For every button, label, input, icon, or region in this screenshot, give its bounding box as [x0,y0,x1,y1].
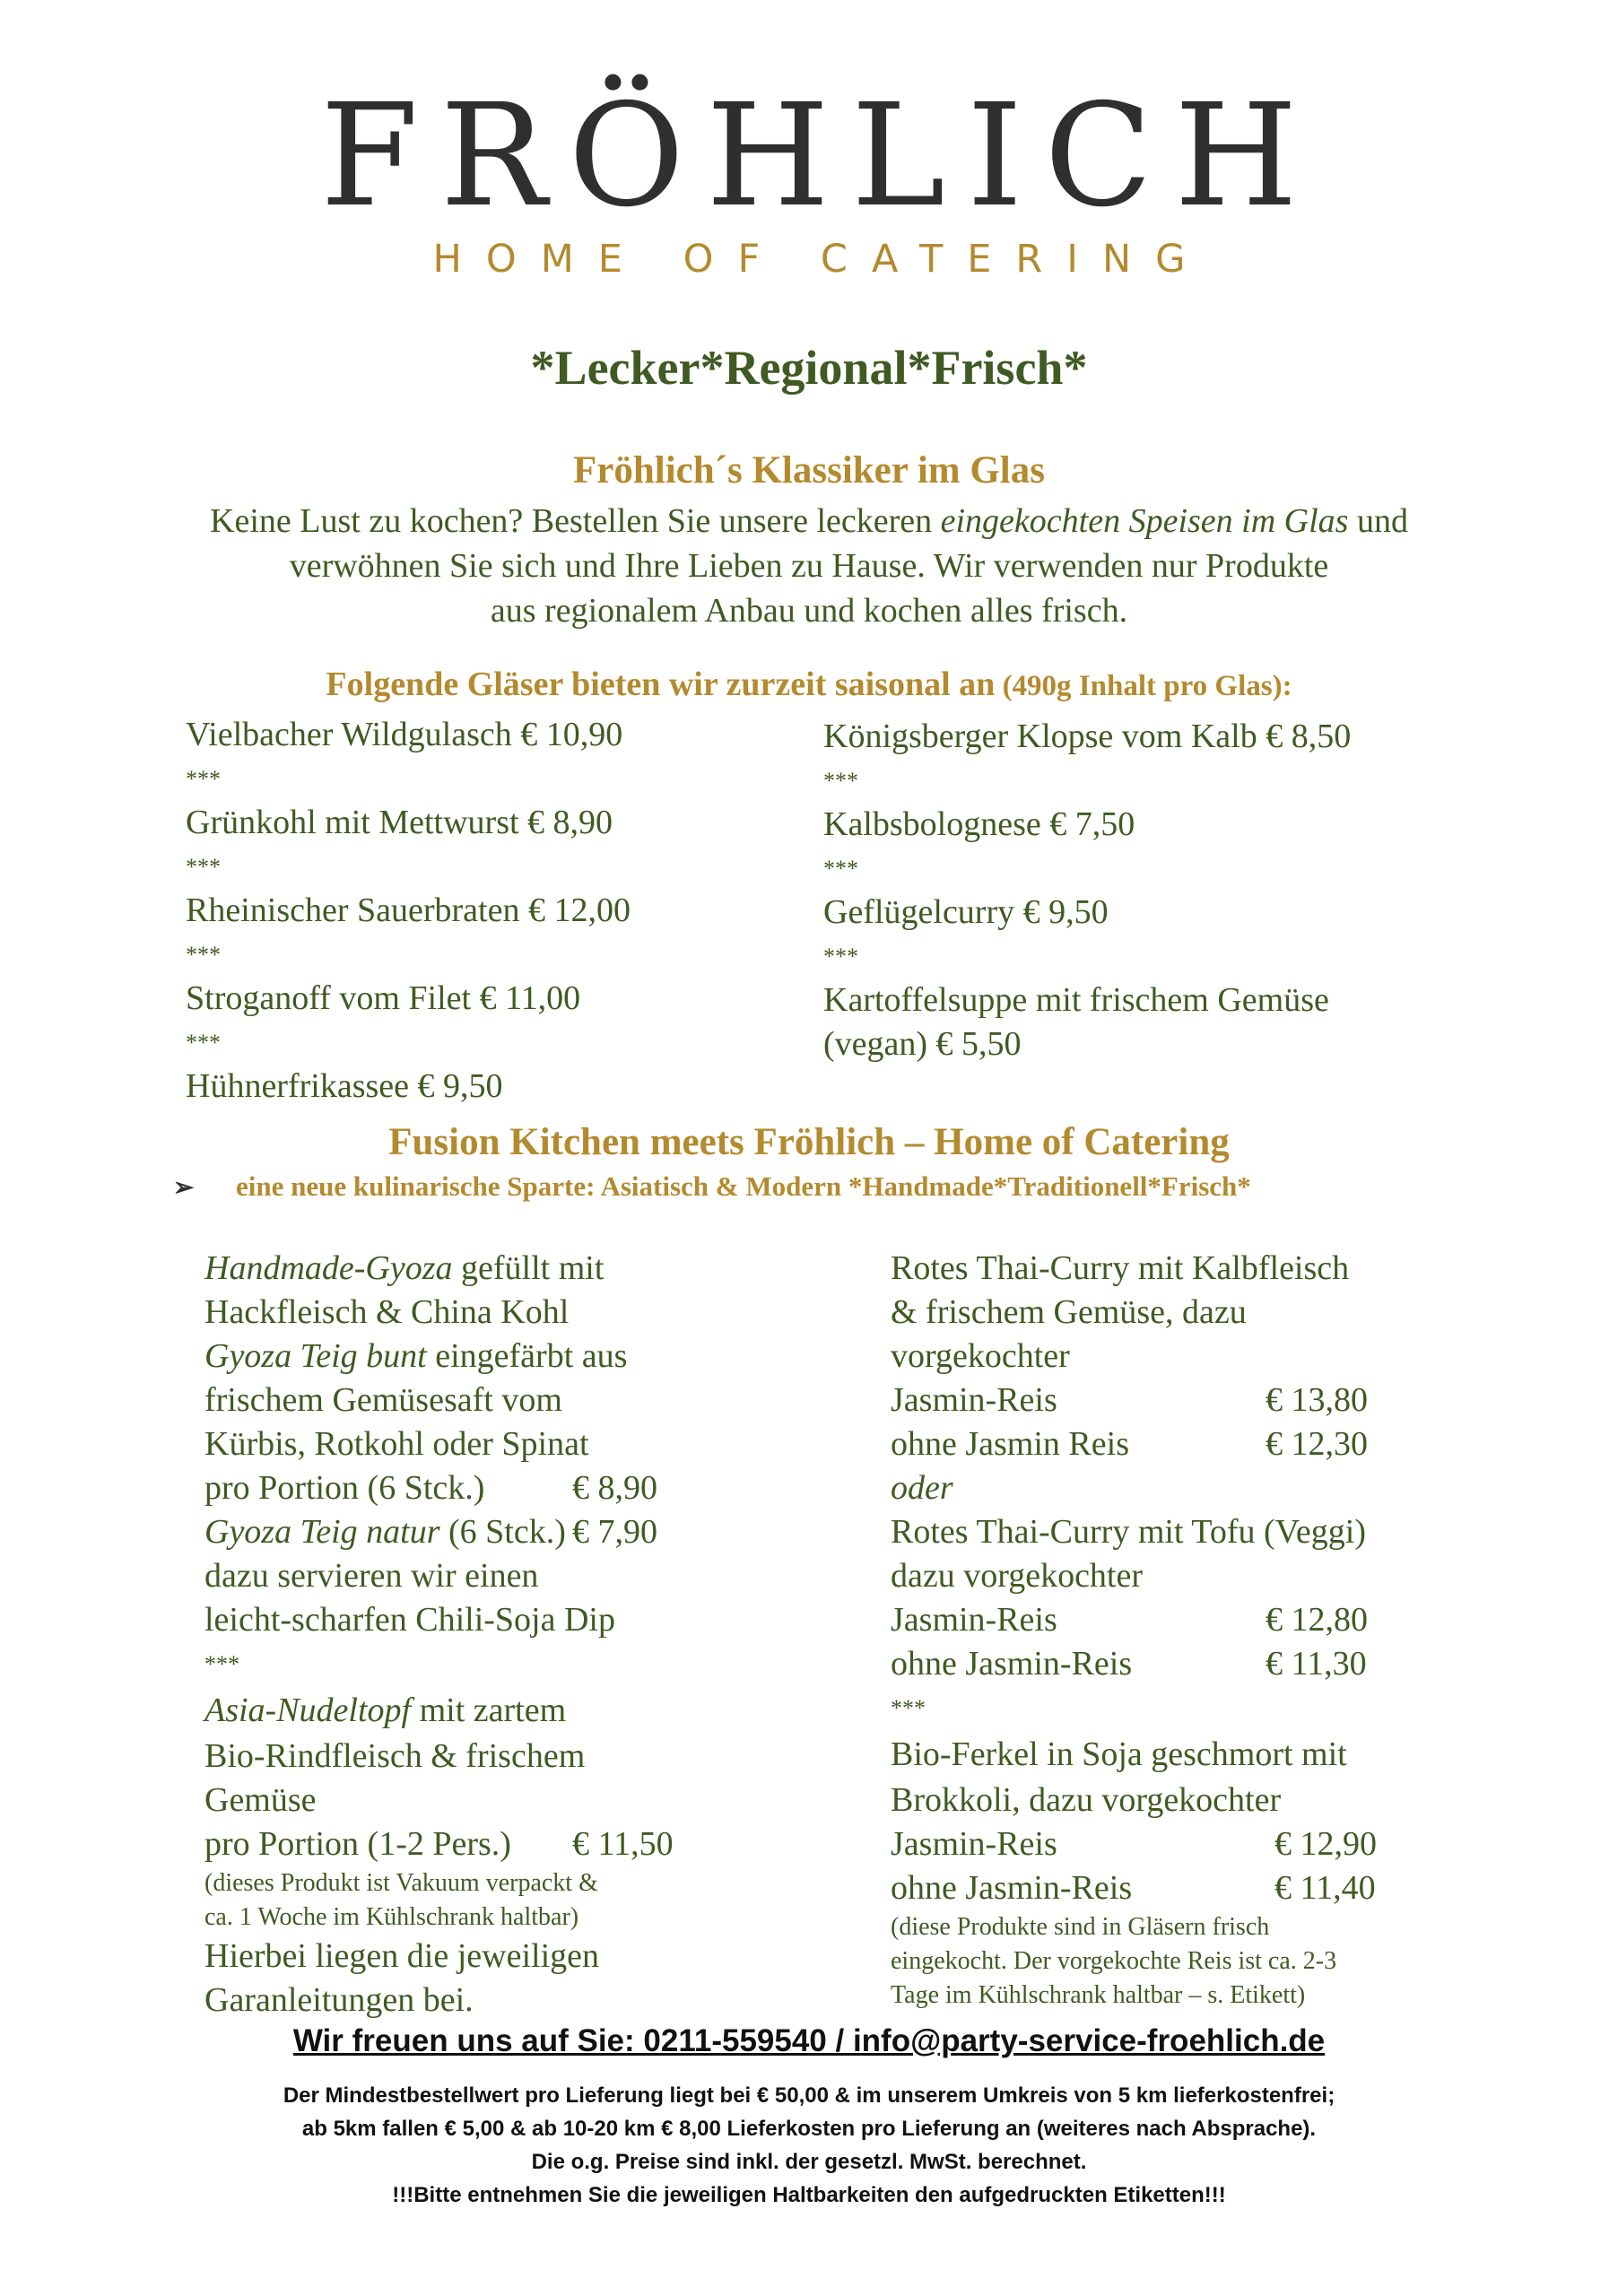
glass-section-title: Fröhlich´s Klassiker im Glas [573,449,1045,491]
brand-logo-name: FRÖHLICH [320,74,1319,239]
list-item: Rheinischer Sauerbraten € 12,00 [186,891,631,929]
curry2-ohne-row [891,1642,1377,1686]
separator: *** [186,1030,221,1056]
offer-heading-note: (490g Inhalt pro Glas): [995,670,1292,702]
dip-line-2: leicht-scharfen Chili-Soja Dip [204,1601,615,1639]
list-item: (vegan) € 5,50 [823,1025,1022,1063]
list-item: Hühnerfrikassee € 9,50 [186,1067,503,1105]
separator: *** [204,1651,239,1677]
fusion-list-right [891,1247,1377,2013]
price-label: Jasmin-Reis [891,1381,1057,1419]
list-item: Vielbacher Wildgulasch € 10,90 [186,716,623,753]
fusion-section-title: Fusion Kitchen meets Fröhlich – Home of Catering [388,1121,1230,1163]
ferkel-note-3: Tage im Kühlschrank haltbar – s. Etikett) [891,1981,1306,2009]
dip-line-1: dazu servieren wir einen [204,1557,539,1595]
price-value: € 11,50 [572,1825,674,1863]
price-label: pro Portion (1-2 Pers.) [204,1825,511,1863]
price-label: ohne Jasmin-Reis [891,1645,1133,1683]
intro-line-3: aus regionalem Anbau und kochen alles frisch. [490,592,1128,630]
footer-line-4: !!!Bitte entnehmen Sie die jeweiligen Haltbarkeiten den aufgedruckten Etiketten!!! [392,2183,1226,2207]
nudel-note-2: ca. 1 Woche im Kühlschrank haltbar) [204,1903,579,1931]
teig-bunt-desc: eingefärbt aus [426,1337,628,1375]
gyoza-name: Handmade-Gyoza [204,1249,453,1287]
intro-text: Keine Lust zu kochen? Bestellen Sie unsere leckeren [210,502,941,540]
glass-intro [0,499,1618,633]
teig-bunt-name: Gyoza Teig bunt [204,1337,427,1375]
curry1-line-1: Rotes Thai-Curry mit Kalbfleisch [891,1249,1350,1287]
gyoza-line-3 [204,1335,674,1378]
separator: *** [823,856,858,882]
intro-emphasis: eingekochten Speisen im Glas [940,502,1349,540]
intro-line-2: verwöhnen Sie sich und Ihre Lieben zu Hause. Wir verwenden nur Produkte [289,547,1329,585]
curry1-reis-row [891,1378,1377,1422]
footer-line-2: ab 5km fallen € 5,00 & ab 10-20 km € 8,00 Lieferkosten pro Lieferung an (weiteres nach Absprache). [301,2117,1317,2141]
contact-line[interactable]: Wir freuen uns auf Sie: 0211-559540 / info@party-service-froehlich.de [292,2023,1326,2058]
separator: *** [891,1695,926,1721]
intro-text: und [1348,502,1408,540]
gyoza-line-2: Hackfleisch & China Kohl [204,1293,570,1331]
price-label: ohne Jasmin Reis [891,1425,1129,1463]
price-value: € 8,90 [572,1469,657,1507]
curry2-reis-row [891,1598,1377,1642]
price-label: Jasmin-Reis [891,1601,1057,1639]
nudel-line-2: Bio-Rindfleisch & frischem [204,1737,586,1775]
nudel-desc: mit zartem [411,1692,567,1729]
ferkel-reis-row [891,1822,1377,1866]
footer-line-1: Der Mindestbestellwert pro Lieferung liegt bei € 50,00 & im unserem Umkreis von 5 km lieferkostenfrei; [283,2083,1335,2108]
list-item: Kartoffelsuppe mit frischem Gemüse [823,981,1329,1019]
price-label [204,1510,572,1554]
nudel-note-1: (dieses Produkt ist Vakuum verpackt & [204,1869,598,1897]
intro-line-1 [0,499,1618,544]
gyoza-line-4: frischem Gemüsesaft vom [204,1381,562,1419]
ferkel-line-1: Bio-Ferkel in Soja geschmort mit [891,1735,1347,1773]
list-item: Geflügelcurry € 9,50 [823,893,1109,931]
price-value: € 7,90 [572,1513,657,1551]
separator: *** [186,766,221,792]
garan-line-1: Hierbei liegen die jeweiligen [204,1937,599,1975]
list-item: Kalbsbolognese € 7,50 [823,805,1135,843]
curry2-line-1: Rotes Thai-Curry mit Tofu (Veggi) [891,1513,1366,1551]
price-value: € 11,30 [1266,1645,1367,1683]
gyoza-line-5: Kürbis, Rotkohl oder Spinat [204,1425,589,1463]
price-label: ohne Jasmin-Reis [891,1869,1133,1907]
price-value: € 11,40 [1274,1869,1376,1907]
price-label: Jasmin-Reis [891,1825,1057,1863]
ferkel-note-1: (diese Produkte sind in Gläsern frisch [891,1913,1270,1941]
gyoza-desc: gefüllt mit [452,1249,605,1287]
gyoza-line-1 [204,1247,674,1291]
price-value: € 12,80 [1266,1601,1368,1639]
oder-label: oder [891,1469,953,1507]
price-value: € 13,80 [1266,1381,1368,1419]
list-item: Königsberger Klopse vom Kalb € 8,50 [823,718,1352,755]
nudel-name: Asia-Nudeltopf [204,1692,412,1729]
separator: *** [823,944,858,970]
offer-heading-text: Folgende Gläser bieten wir zurzeit saisonal an [326,665,996,703]
separator: *** [823,768,858,794]
price-value: € 12,90 [1274,1825,1377,1863]
list-item: Stroganoff vom Filet € 11,00 [186,979,581,1017]
gyoza-natur-row [204,1510,674,1554]
fusion-list-left [204,1247,674,2022]
footer-line-3: Die o.g. Preise sind inkl. der gesetzl. MwSt. berechnet. [531,2150,1087,2174]
fusion-subline [173,1172,1251,1201]
glass-list-right [823,715,1351,1066]
natur-name: Gyoza Teig natur [204,1513,440,1551]
offer-heading [0,667,1618,701]
curry2-line-2: dazu vorgekochter [891,1557,1144,1595]
gyoza-price-row [204,1466,674,1510]
list-item: Grünkohl mit Mettwurst € 8,90 [186,804,613,841]
garan-line-2: Garanleitungen bei. [204,1981,474,2019]
natur-count: (6 Stck.) [439,1513,566,1551]
brand-logo-subtitle: HOME OF CATERING [432,237,1210,282]
curry1-ohne-row [891,1422,1377,1466]
ferkel-note-2: eingekocht. Der vorgekochte Reis ist ca. 2-3 [891,1947,1337,1975]
curry1-line-3: vorgekochter [891,1337,1070,1375]
ferkel-line-2: Brokkoli, dazu vorgekochter [891,1781,1282,1819]
arrow-bullet-icon: ➢ [173,1174,195,1202]
tagline: *Lecker*Regional*Frisch* [530,341,1088,395]
separator: *** [186,942,221,968]
fusion-subline-text: eine neue kulinarische Sparte: Asiatisch & Modern *Handmade*Traditionell*Frisch* [236,1170,1251,1202]
price-value: € 12,30 [1266,1425,1368,1463]
price-label: pro Portion (6 Stck.) [204,1469,485,1507]
glass-list-left [186,713,631,1109]
separator: *** [186,854,221,880]
nudel-price-row [204,1822,674,1866]
nudel-line-3: Gemüse [204,1781,317,1819]
curry1-line-2: & frischem Gemüse, dazu [891,1293,1247,1331]
footer-info [0,2079,1618,2212]
ferkel-ohne-row [891,1866,1377,1910]
nudel-line-1 [204,1686,674,1735]
